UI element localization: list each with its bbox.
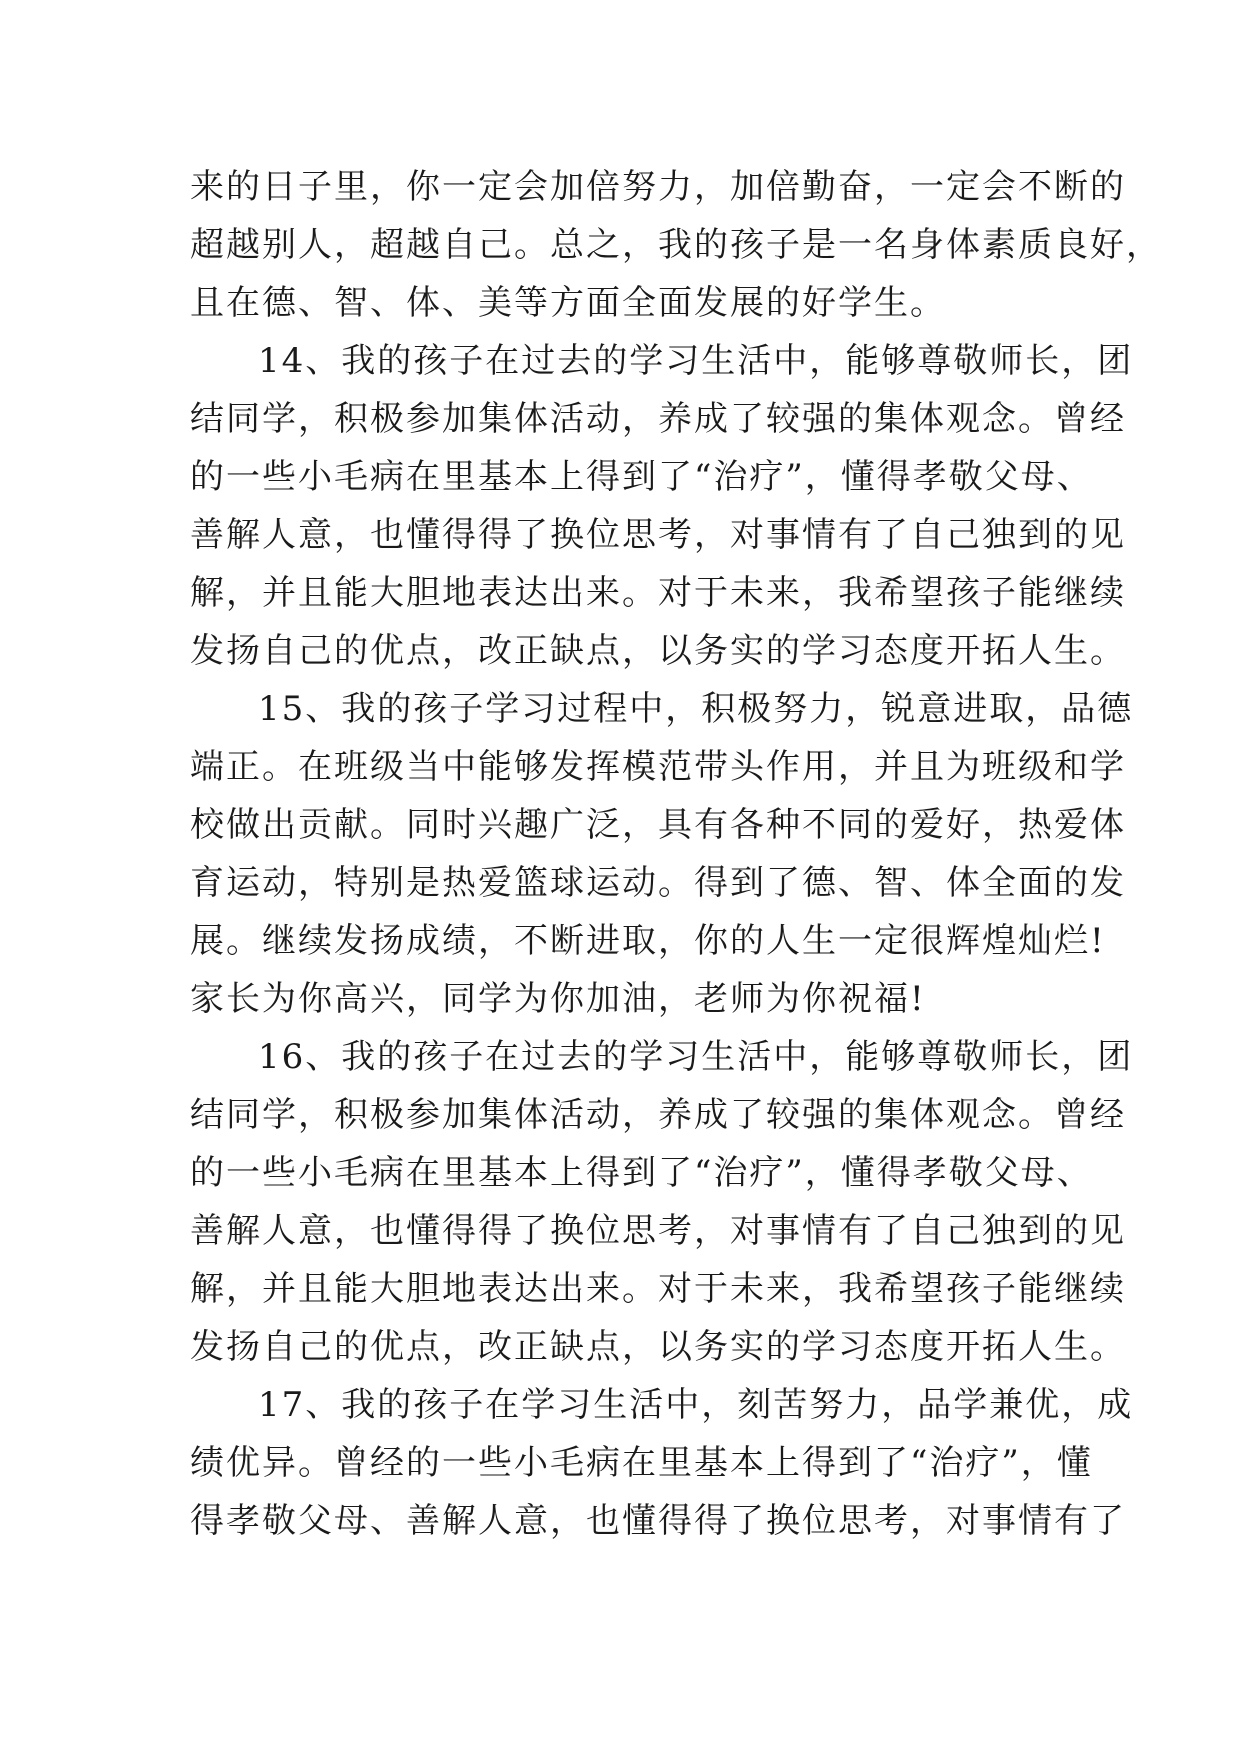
text-line: 且在德、智、体、美等方面全面发展的好学生。 — [190, 283, 946, 323]
text-line: 育运动，特别是热爱篮球运动。得到了德、智、体全面的发 — [190, 863, 1126, 903]
text-line: 解，并且能大胆地表达出来。对于未来，我希望孩子能继续 — [190, 1269, 1126, 1309]
paragraph-14 — [190, 332, 1134, 680]
text-line: 端正。在班级当中能够发挥模范带头作用，并且为班级和学 — [190, 747, 1126, 787]
text-line: 家长为你高兴，同学为你加油，老师为你祝福! — [190, 979, 926, 1019]
text-line: 来的日子里，你一定会加倍努力，加倍勤奋，一定会不断的 — [190, 167, 1126, 207]
text-line: 绩优异。曾经的一些小毛病在里基本上得到了“治疗”，懂 — [190, 1443, 1093, 1483]
text-line: 16、我的孩子在过去的学习生活中，能够尊敬师长，团 — [258, 1037, 1134, 1077]
text-line: 结同学，积极参加集体活动，养成了较强的集体观念。曾经 — [190, 1095, 1126, 1135]
paragraph-continued — [190, 158, 1162, 332]
text-line: 发扬自己的优点，改正缺点，以务实的学习态度开拓人生。 — [190, 631, 1126, 671]
text-line: 14、我的孩子在过去的学习生活中，能够尊敬师长，团 — [258, 341, 1134, 381]
text-line: 17、我的孩子在学习生活中，刻苦努力，品学兼优，成 — [258, 1385, 1134, 1425]
text-line: 校做出贡献。同时兴趣广泛，具有各种不同的爱好，热爱体 — [190, 805, 1126, 845]
paragraph-16 — [190, 1028, 1134, 1376]
document-body — [190, 158, 1162, 1550]
text-line: 的一些小毛病在里基本上得到了“治疗”，懂得孝敬父母、 — [190, 457, 1093, 497]
text-line: 15、我的孩子学习过程中，积极努力，锐意进取，品德 — [258, 689, 1134, 729]
text-line: 得孝敬父母、善解人意，也懂得得了换位思考，对事情有了 — [190, 1501, 1126, 1541]
text-line: 善解人意，也懂得得了换位思考，对事情有了自己独到的见 — [190, 1211, 1126, 1251]
paragraph-15 — [190, 680, 1134, 1028]
text-line: 的一些小毛病在里基本上得到了“治疗”，懂得孝敬父母、 — [190, 1153, 1093, 1193]
text-line: 善解人意，也懂得得了换位思考，对事情有了自己独到的见 — [190, 515, 1126, 555]
text-line: 发扬自己的优点，改正缺点，以务实的学习态度开拓人生。 — [190, 1327, 1126, 1367]
text-line: 解，并且能大胆地表达出来。对于未来，我希望孩子能继续 — [190, 573, 1126, 613]
text-line: 结同学，积极参加集体活动，养成了较强的集体观念。曾经 — [190, 399, 1126, 439]
paragraph-17 — [190, 1376, 1134, 1550]
text-line: 展。继续发扬成绩，不断进取，你的人生一定很辉煌灿烂! — [190, 921, 1106, 961]
text-line: 超越别人，超越自己。总之，我的孩子是一名身体素质良好， — [190, 225, 1162, 265]
